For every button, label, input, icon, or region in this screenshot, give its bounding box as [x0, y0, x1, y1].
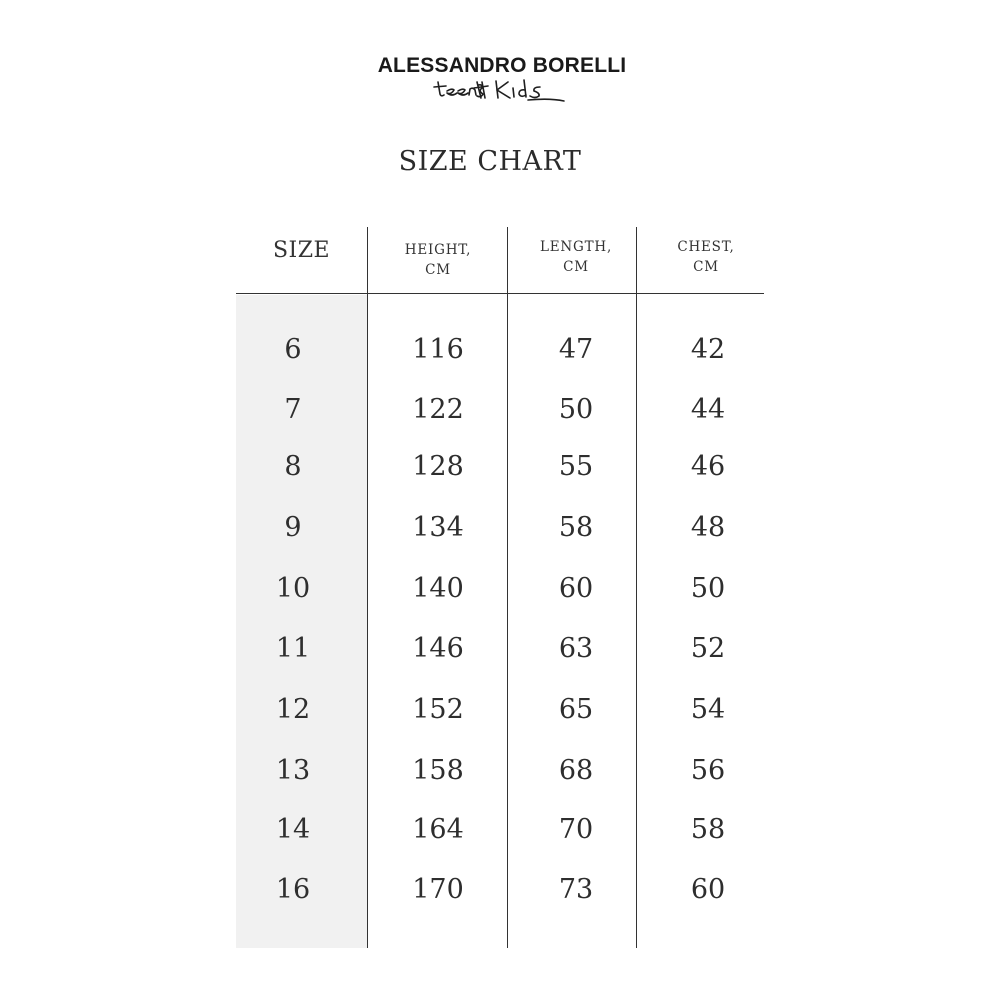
table-cell-chest: 42 — [690, 334, 726, 365]
header-chest-line1: CHEST, — [677, 239, 735, 255]
table-cell-length: 70 — [558, 814, 594, 845]
table-cell-height: 128 — [412, 451, 464, 482]
header-length — [511, 237, 641, 277]
table-cell-chest: 48 — [690, 512, 726, 543]
table-cell-size: 13 — [275, 755, 311, 786]
table-cell-size: 11 — [275, 633, 311, 664]
table-cell-chest: 56 — [690, 755, 726, 786]
header-chest — [641, 237, 771, 277]
table-cell-size: 16 — [275, 874, 311, 905]
header-length-line2: CM — [563, 259, 589, 275]
table-cell-length: 50 — [558, 394, 594, 425]
header-height-line1: HEIGHT, — [404, 242, 472, 258]
table-cell-height: 140 — [412, 573, 464, 604]
table-cell-height: 170 — [412, 874, 464, 905]
table-cell-height: 158 — [412, 755, 464, 786]
table-cell-length: 55 — [558, 451, 594, 482]
table-cell-size: 12 — [275, 694, 311, 725]
table-cell-chest: 50 — [690, 573, 726, 604]
table-cell-height: 152 — [412, 694, 464, 725]
header-size: SIZE — [272, 238, 331, 263]
header-chest-line2: CM — [693, 259, 719, 275]
table-cell-length: 65 — [558, 694, 594, 725]
table-cell-chest: 58 — [690, 814, 726, 845]
table-cell-length: 63 — [558, 633, 594, 664]
header-height — [373, 240, 503, 280]
brand-logo — [0, 54, 1000, 104]
table-cell-length: 60 — [558, 573, 594, 604]
table-cell-length: 73 — [558, 874, 594, 905]
table-cell-length: 68 — [558, 755, 594, 786]
header-divider — [236, 293, 764, 294]
table-cell-height: 146 — [412, 633, 464, 664]
column-divider — [507, 227, 508, 948]
header-height-line2: CM — [425, 262, 451, 278]
table-cell-size: 6 — [284, 334, 302, 365]
table-cell-size: 9 — [284, 512, 302, 543]
table-cell-size: 7 — [284, 394, 302, 425]
brand-sub-logo — [430, 76, 570, 104]
brand-name: ALESSANDRO BORELLI — [377, 54, 627, 77]
table-cell-height: 122 — [412, 394, 464, 425]
table-cell-chest: 44 — [690, 394, 726, 425]
table-cell-height: 116 — [412, 334, 464, 365]
table-cell-chest: 46 — [690, 451, 726, 482]
size-column-band — [236, 295, 367, 948]
header-length-line1: LENGTH, — [539, 239, 613, 255]
table-cell-length: 58 — [558, 512, 594, 543]
table-cell-size: 8 — [284, 451, 302, 482]
table-cell-length: 47 — [558, 334, 594, 365]
table-cell-chest: 52 — [690, 633, 726, 664]
table-cell-chest: 60 — [690, 874, 726, 905]
table-cell-size: 14 — [275, 814, 311, 845]
column-divider — [367, 227, 368, 948]
table-cell-height: 164 — [412, 814, 464, 845]
table-cell-height: 134 — [412, 512, 464, 543]
table-cell-chest: 54 — [690, 694, 726, 725]
table-cell-size: 10 — [275, 573, 311, 604]
page-title: SIZE CHART — [398, 146, 582, 177]
